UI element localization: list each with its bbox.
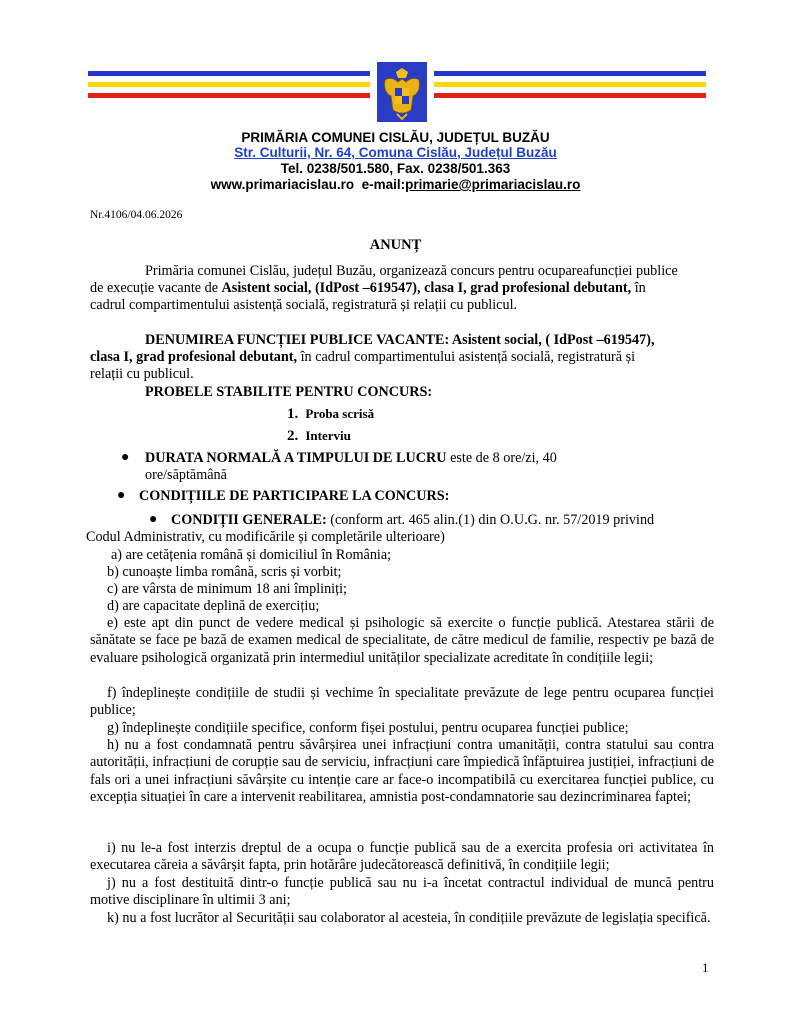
denumire-line-1: [145, 332, 655, 349]
cond-item-e: e) este apt din punct de vedere medical și psihologic să exercite o funcție publică. Atestarea stării de sănătate se face pe bază de examen medical de specialitate, de către medicul de familie, respectiv pe bază de evaluare psihologică organizată prin intermediul unităților specializate acreditate în condițiile legii;: [90, 615, 714, 666]
durata-line-2: ore/săptămână: [145, 467, 227, 483]
institution-contacts: [0, 177, 791, 193]
flag-stripe-yellow-right: [434, 82, 706, 87]
cond-generale-line-1: CONDIȚII GENERALE: (conform art. 465 alin.(1) din O.U.G. nr. 57/2019 privind: [171, 512, 655, 528]
denumire-line-2: clasa I, grad profesional debutant, în cadrul compartimentului asistență socială, registratură și: [90, 349, 636, 365]
cond-item-g: g) îndeplinește condițiile specifice, conform fișei postului, pentru ocuparea funcției publice;: [107, 720, 629, 736]
cond-generale-bullet-icon: ●: [149, 512, 158, 527]
email-label: e-mail:: [361, 177, 406, 192]
probe-item-2: 2. Interviu: [287, 428, 351, 444]
document-title: ANUNȚ: [369, 237, 422, 253]
address-link[interactable]: Str. Culturii, Nr. 64, Comuna Cislău, Județul Buzău: [234, 145, 557, 160]
cond-item-c: c) are vârsta de minimum 18 ani împliniți;: [107, 581, 347, 597]
flag-stripe-red-right: [434, 93, 706, 98]
cond-item-h: h) nu a fost condamnată pentru săvârșirea unei infracțiuni contra umanității, contra statului sau contra autorității, infracțiuni de corupție sau de serviciu, infracțiuni care împiedică înfăptuirea justiției, infracțiuni de fals ori a unei infracțiuni săvârșite cu intenție care ar face-o incompatibilă cu exercitarea funcției publice, cu excepția situației în care a intervenit reabilitarea, amnistia post-condamnatorie sau dezincriminarea faptei;: [90, 737, 714, 805]
cond-item-j: j) nu a fost destituită dintr-o funcție publică sau nu i-a încetat contractul individual de muncă pentru motive disciplinare în ultimii 3 ani;: [90, 875, 714, 909]
denumire-value: : Asistent social, ( IdPost –619547),: [444, 332, 655, 348]
institution-phone: Tel. 0238/501.580, Fax. 0238/501.363: [280, 161, 511, 176]
cond-item-a: a) are cetățenia română și domiciliul în România;: [111, 547, 392, 563]
probe-title: PROBELE STABILITE PENTRU CONCURS:: [145, 384, 433, 400]
cond-item-b: b) cunoaște limba română, scris și vorbit;: [107, 564, 342, 580]
institution-address[interactable]: [0, 145, 791, 161]
conditii-bullet-icon: ●: [117, 488, 126, 503]
cond-item-i: i) nu le-a fost interzis dreptul de a ocupa o funcție publică sau de a exercita profesia ori activitatea în executarea căreia a săvârșit fapta, prin hotărâre judecătorească definitivă, în condițiile legii;: [90, 840, 714, 874]
flag-stripe-red-left: [88, 93, 370, 98]
cond-item-f: f) îndeplinește condițiile de studii și vechime în specialitate prevăzute de lege pentru ocuparea funcției publice;: [90, 685, 714, 719]
website-text: www.primariacislau.ro: [210, 177, 355, 192]
durata-label: DURATA NORMALĂ A TIMPULUI DE LUCRU: [145, 450, 447, 466]
conditii-title: CONDIȚIILE DE PARTICIPARE LA CONCURS:: [139, 488, 450, 504]
institution-name: PRIMĂRIA COMUNEI CISLĂU, JUDEȚUL BUZĂU: [241, 130, 550, 145]
cond-item-k: k) nu a fost lucrător al Securității sau colaborator al acesteia, în condițiile prevăzute de legislația specifică.: [107, 910, 711, 926]
email-link[interactable]: primarie@primariacislau.ro: [405, 177, 581, 192]
intro-line-1: Primăria comunei Cislău, județul Buzău, organizează concurs pentru ocupareafuncției publice: [145, 263, 678, 279]
coat-of-arms-icon: [377, 62, 427, 122]
durata-line-1: DURATA NORMALĂ A TIMPULUI DE LUCRU este de 8 ore/zi, 40: [145, 450, 557, 466]
intro-line-2: de execuție vacante de Asistent social, (IdPost –619547), clasa I, grad profesional debutant, în: [90, 280, 646, 296]
denumire-label: DENUMIREA FUNCȚIEI PUBLICE VACANTE: [145, 332, 445, 348]
flag-stripe-blue-left: [88, 71, 370, 76]
flag-stripe-blue-right: [434, 71, 706, 76]
page-number: 1: [702, 960, 709, 975]
durata-bullet-icon: ●: [121, 450, 130, 465]
document-number: Nr.4106/04.06.2026: [90, 209, 183, 221]
intro-line-3: cadrul compartimentului asistență socială, registratură și relații cu publicul.: [90, 297, 518, 313]
flag-stripe-yellow-left: [88, 82, 370, 87]
cond-item-d: d) are capacitate deplină de exercițiu;: [107, 598, 320, 614]
denumire-line-3: relații cu publicul.: [90, 366, 194, 382]
probe-item-1: 1. Proba scrisă: [287, 406, 375, 422]
intro-position: Asistent social, (IdPost –619547), clasa I, grad profesional debutant,: [221, 280, 632, 296]
cond-generale-label: CONDIȚII GENERALE:: [171, 512, 327, 528]
cond-generale-line-2: Codul Administrativ, cu modificările și completările ulterioare): [86, 529, 445, 545]
